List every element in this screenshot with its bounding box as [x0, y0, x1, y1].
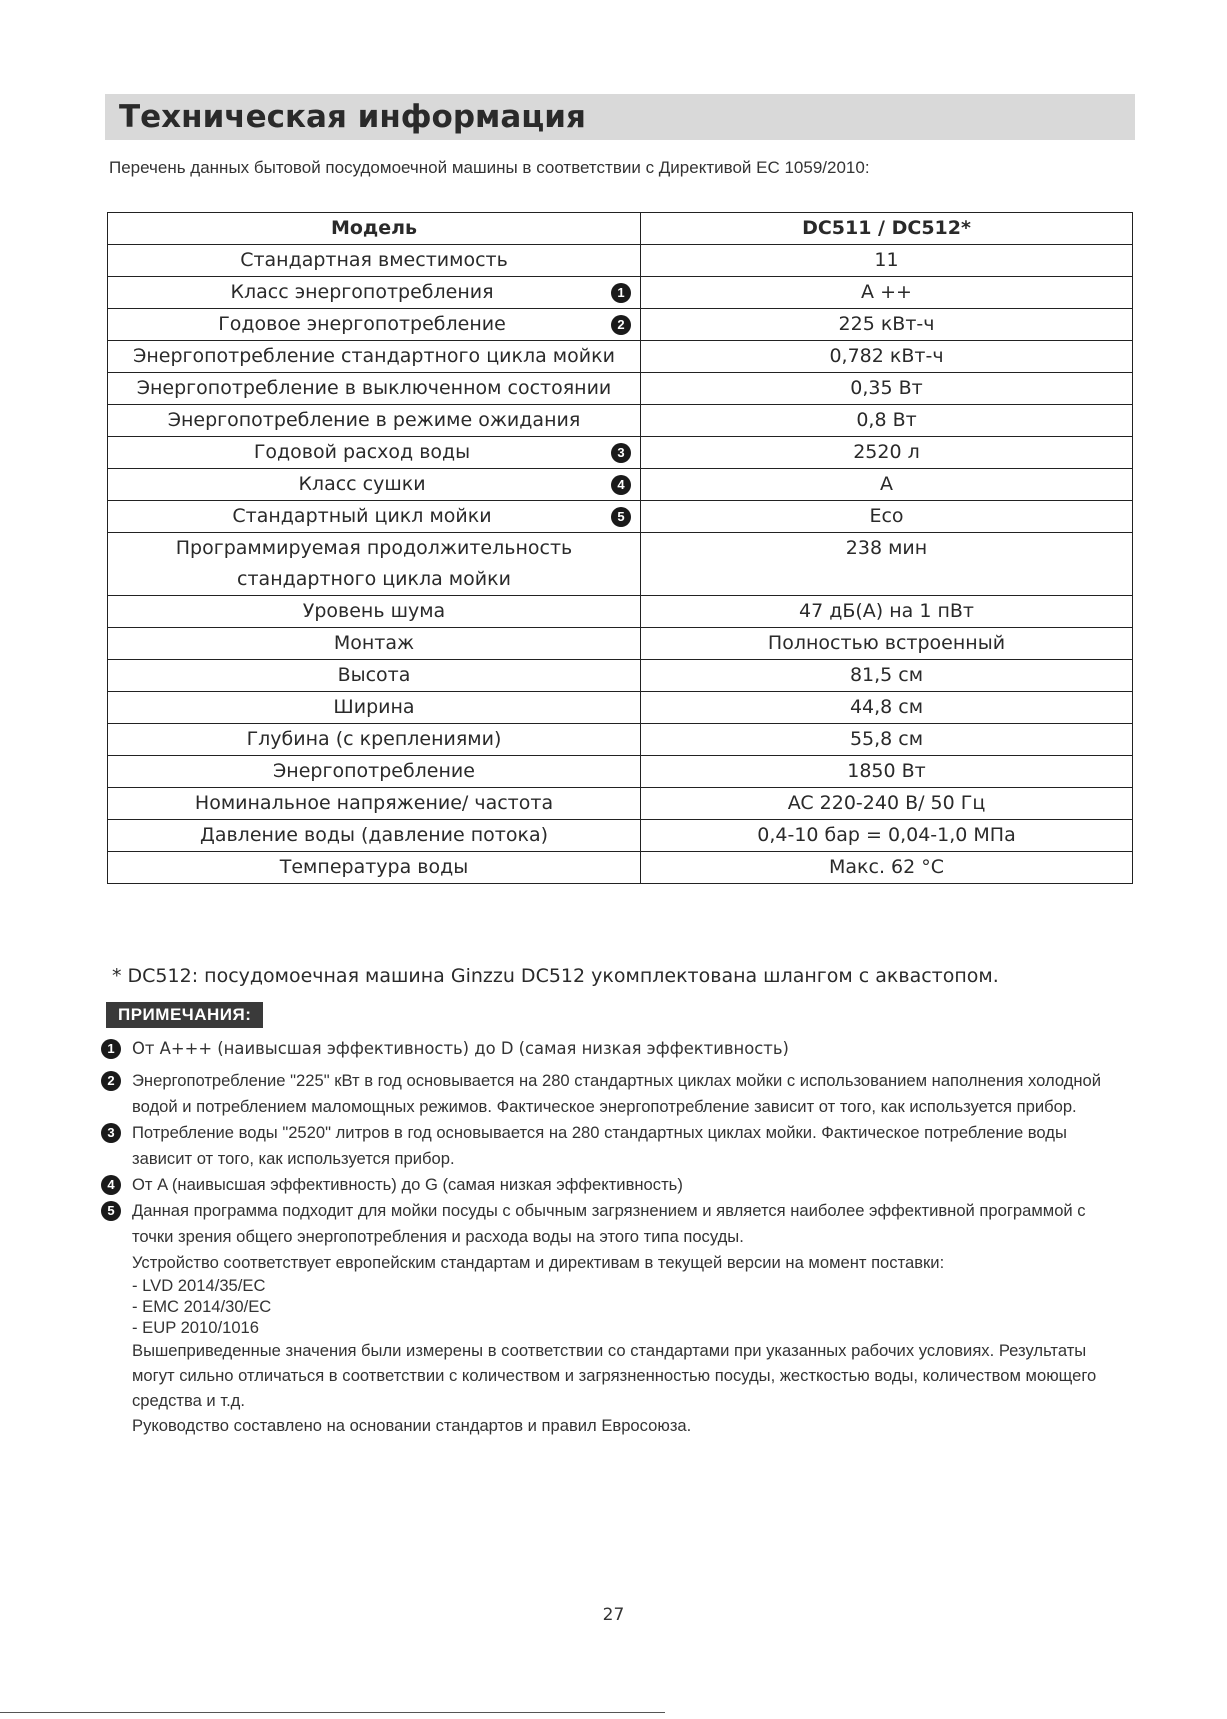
value-cell: 44,8 см — [641, 692, 1133, 724]
model-footnote: * DC512: посудомоечная машина Ginzzu DC512 укомплектована шлангом с аквастопом. — [112, 965, 999, 987]
compliance-intro: Устройство соответствует европейским стандартам и директивам в текущей версии на момент поставки: — [132, 1253, 945, 1272]
notes-section — [101, 1036, 1131, 1438]
value-cell: Полностью встроенный — [641, 628, 1133, 660]
note-text: От A (наивысшая эффективность) до G (самая низкая эффективность) — [132, 1175, 683, 1194]
param-label: Глубина (с креплениями) — [246, 728, 502, 750]
param-cell — [108, 501, 641, 533]
param-label: Стандартный цикл мойки — [232, 505, 492, 527]
table-row — [108, 596, 1133, 628]
page-subtitle: Перечень данных бытовой посудомоечной машины в соответствии с Директивой ЕС 1059/2010: — [109, 158, 870, 177]
table-row — [108, 724, 1133, 756]
value-cell: 0,35 Вт — [641, 373, 1133, 405]
note-marker-icon: 2 — [611, 315, 631, 335]
param-cell — [108, 309, 641, 341]
table-row — [108, 533, 1133, 596]
value-cell: 2520 л — [641, 437, 1133, 469]
param-cell — [108, 469, 641, 501]
note-item — [101, 1068, 1131, 1120]
table-row — [108, 628, 1133, 660]
directive-list — [101, 1275, 1131, 1338]
header-param-cell: Модель — [108, 213, 641, 245]
value-cell: 1850 Вт — [641, 756, 1133, 788]
table-row — [108, 437, 1133, 469]
value-cell: Eco — [641, 501, 1133, 533]
param-label: Годовое энергопотребление — [218, 313, 506, 335]
note-text: От A+++ (наивысшая эффективность) до D (самая низкая эффективность) — [132, 1039, 789, 1058]
table-row — [108, 692, 1133, 724]
param-cell — [108, 820, 641, 852]
param-label: Программируемая продолжительность стандартного цикла мойки — [175, 537, 573, 590]
page-number: 27 — [602, 1605, 625, 1625]
param-cell — [108, 852, 641, 884]
title-bar — [105, 94, 1135, 140]
param-label: Высота — [337, 664, 411, 686]
note-item — [101, 1198, 1131, 1250]
directive-item: - EMC 2014/30/EC — [132, 1297, 272, 1316]
param-cell — [108, 245, 641, 277]
value-cell: 225 кВт-ч — [641, 309, 1133, 341]
note-marker-icon: 5 — [611, 507, 631, 527]
value-cell: 0,8 Вт — [641, 405, 1133, 437]
table-row — [108, 405, 1133, 437]
param-label: Энергопотребление в режиме ожидания — [167, 409, 581, 431]
note-number-icon: 1 — [101, 1039, 121, 1059]
param-cell — [108, 405, 641, 437]
value-cell: A ++ — [641, 277, 1133, 309]
table-row — [108, 820, 1133, 852]
note-marker-icon: 1 — [611, 283, 631, 303]
note-text: Потребление воды "2520" литров в год основывается на 280 стандартных циклах мойки. Фактическое потребление воды зависит от того, как используется прибор. — [132, 1123, 1067, 1168]
table-row — [108, 277, 1133, 309]
param-cell — [108, 533, 641, 596]
param-cell — [108, 373, 641, 405]
value-cell: 0,4-10 бар = 0,04-1,0 МПа — [641, 820, 1133, 852]
param-label: Уровень шума — [302, 600, 446, 622]
param-label: Температура воды — [279, 856, 469, 878]
param-cell — [108, 692, 641, 724]
table-row — [108, 788, 1133, 820]
table-header-row — [108, 213, 1133, 245]
param-label: Энергопотребление в выключенном состоянии — [136, 377, 612, 399]
note-text: Данная программа подходит для мойки посуды с обычным загрязнением и является наиболее эффективной программой с точки зрения общего энергопотребления и расхода воды на этого типа посуды. — [132, 1201, 1086, 1246]
param-label: Энергопотребление стандартного цикла мойки — [133, 345, 615, 367]
table-row — [108, 309, 1133, 341]
param-label: Энергопотребление — [273, 760, 475, 782]
directive-item: - EUP 2010/1016 — [132, 1318, 260, 1337]
param-cell — [108, 437, 641, 469]
note-item — [101, 1120, 1131, 1172]
param-cell — [108, 756, 641, 788]
notes-list — [101, 1036, 1131, 1250]
value-cell: 238 мин — [641, 533, 1133, 596]
table-row — [108, 501, 1133, 533]
bottom-rule — [0, 1712, 665, 1713]
table-row — [108, 469, 1133, 501]
param-cell — [108, 341, 641, 373]
header-value-cell: DC511 / DC512* — [641, 213, 1133, 245]
measurement-note: Вышеприведенные значения были измерены в соответствии со стандартами при указанных рабочих условиях. Результаты могут сильно отличаться в соответствии с количеством и загрязненностью посуды, жесткостью воды, количеством моющего средства и т.д. — [132, 1341, 1097, 1410]
value-cell: AC 220-240 В/ 50 Гц — [641, 788, 1133, 820]
param-cell — [108, 724, 641, 756]
param-label: Класс сушки — [298, 473, 426, 495]
note-item — [101, 1036, 1131, 1062]
param-label: Годовой расход воды — [253, 441, 471, 463]
note-marker-icon: 4 — [611, 475, 631, 495]
table-row — [108, 341, 1133, 373]
note-text: Энергопотребление "225" кВт в год основывается на 280 стандартных циклах мойки с использованием наполнения холодной водой и потреблением маломощных режимов. Фактическое энергопотребление зависит от того, как используется прибор. — [132, 1071, 1102, 1116]
value-cell: 11 — [641, 245, 1133, 277]
note-number-icon: 4 — [101, 1175, 121, 1195]
table-row — [108, 660, 1133, 692]
param-label: Класс энергопотребления — [230, 281, 494, 303]
table-row — [108, 852, 1133, 884]
param-label: Ширина — [333, 696, 415, 718]
note-number-icon: 5 — [101, 1201, 121, 1221]
param-cell — [108, 788, 641, 820]
value-cell: Макс. 62 °C — [641, 852, 1133, 884]
param-cell — [108, 596, 641, 628]
param-cell — [108, 277, 641, 309]
note-number-icon: 3 — [101, 1123, 121, 1143]
table-row — [108, 756, 1133, 788]
note-marker-icon: 3 — [611, 443, 631, 463]
param-label: Номинальное напряжение/ частота — [194, 792, 554, 814]
param-cell — [108, 660, 641, 692]
table-row — [108, 245, 1133, 277]
eu-note: Руководство составлено на основании стандартов и правил Евросоюза. — [132, 1416, 692, 1435]
param-label: Монтаж — [333, 632, 415, 654]
value-cell: 81,5 см — [641, 660, 1133, 692]
directive-item: - LVD 2014/35/EC — [132, 1276, 266, 1295]
notes-label: ПРИМЕЧАНИЯ: — [106, 1002, 263, 1028]
param-label: Давление воды (давление потока) — [199, 824, 548, 846]
value-cell: A — [641, 469, 1133, 501]
value-cell: 0,782 кВт-ч — [641, 341, 1133, 373]
page-title: Техническая информация — [119, 99, 586, 135]
table-row — [108, 373, 1133, 405]
value-cell: 47 дБ(A) на 1 пВт — [641, 596, 1133, 628]
value-cell: 55,8 см — [641, 724, 1133, 756]
param-cell — [108, 628, 641, 660]
note-number-icon: 2 — [101, 1071, 121, 1091]
note-item — [101, 1172, 1131, 1198]
param-label: Стандартная вместимость — [240, 249, 508, 271]
spec-table — [107, 212, 1133, 884]
